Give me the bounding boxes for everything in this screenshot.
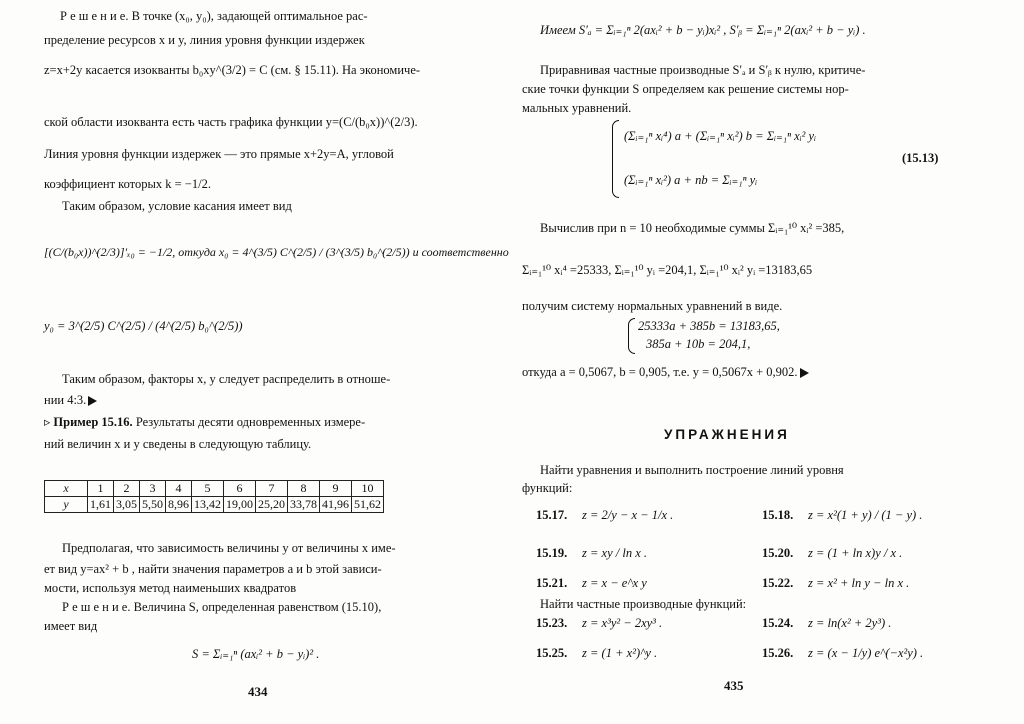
text-line: z=x+2y касается изокванты b₀xy^(3/2) = C (см. § 15.11). На экономиче- <box>44 63 421 77</box>
example-text: Результаты десяти одновременных измере- <box>135 415 366 429</box>
table-cell: 7 <box>256 481 288 497</box>
text-line: функций: <box>522 481 573 495</box>
table-row-x <box>45 481 384 497</box>
conclusion-text: нии 4:3. <box>44 393 87 407</box>
text-line: Найти частные производные функций: <box>540 597 747 611</box>
solution-intro: Р е ш е н и е. В точке (x₀, y₀), задающей оптимальное рас- <box>60 9 368 23</box>
exercise-expression: z = (1 + ln x)y / x . <box>808 546 903 560</box>
text-line: Линия уровня функции издержек — это прямые x+2y=A, угловой <box>44 147 394 161</box>
text-line <box>522 364 809 381</box>
exercise-expression: z = (1 + x²)^y . <box>582 646 658 660</box>
text-line <box>44 392 97 409</box>
text-line: ской области изокванта есть часть графика функции y=(C/(b₀x))^(2/3). <box>44 115 418 129</box>
text-line: коэффициент которых k = −1/2. <box>44 177 211 191</box>
exercise-expression: z = x² + ln y − ln x . <box>808 576 910 590</box>
text-line: пределение ресурсов x и y, линия уровня функции издержек <box>44 33 365 47</box>
equation-number: (15.13) <box>902 151 939 165</box>
text-line: Таким образом, факторы x, y следует распределить в отноше- <box>62 372 391 386</box>
table-cell: 25,20 <box>256 497 288 513</box>
page-number: 435 <box>724 678 744 693</box>
text-line: Таким образом, условие касания имеет вид <box>62 199 292 213</box>
table-cell: 19,00 <box>224 497 256 513</box>
exercise-number: 15.19. <box>536 546 568 560</box>
exercise-number: 15.26. <box>762 646 794 660</box>
exercise-number: 15.24. <box>762 616 794 630</box>
text-line: ские точки функции S определяем как решение системы нор- <box>522 82 849 96</box>
table-cell: 5,50 <box>140 497 166 513</box>
exercise-expression: z = x³y² − 2xy³ . <box>582 616 663 630</box>
tangency-formula: [(C/(b₀x))^(2/3)]′ₓ₀ = −1/2, откуда x₀ = 4^(3/5) C^(2/5) / (3^(3/5) b₀^(2/5)) и соответственно <box>44 245 509 259</box>
exercise-number: 15.25. <box>536 646 568 660</box>
exercise-number: 15.18. <box>762 508 794 522</box>
exercise-number: 15.21. <box>536 576 568 590</box>
table-cell: 3 <box>140 481 166 497</box>
table-cell: 1 <box>88 481 114 497</box>
exercise-expression: z = x − e^x y <box>582 576 647 590</box>
system-brace <box>628 318 635 354</box>
example-label: Пример 15.16. <box>53 415 133 429</box>
table-cell: 8,96 <box>166 497 192 513</box>
exercise-number: 15.22. <box>762 576 794 590</box>
equation-2: 385a + 10b = 204,1, <box>646 337 751 351</box>
text-line: мальных уравнений. <box>522 101 632 115</box>
end-proof-icon <box>88 396 97 406</box>
table-cell: 33,78 <box>288 497 320 513</box>
table-row-y <box>45 497 384 513</box>
table-header-y: y <box>45 497 88 513</box>
system-brace <box>612 120 619 198</box>
system-row-2: (Σᵢ₌₁ⁿ xᵢ²) a + nb = Σᵢ₌₁ⁿ yᵢ <box>624 173 758 187</box>
result-text: откуда a = 0,5067, b = 0,905, т.е. y = 0,5067x + 0,902. <box>522 365 798 379</box>
table-cell: 2 <box>114 481 140 497</box>
text-line: Найти уравнения и выполнить построение линий уровня <box>540 463 844 477</box>
exercise-number: 15.17. <box>536 508 568 522</box>
exercise-expression: z = ln(x² + 2y³) . <box>808 616 892 630</box>
exercise-number: 15.23. <box>536 616 568 630</box>
text-line: ет вид y=ax² + b , найти значения параметров a и b этой зависи- <box>44 562 382 576</box>
end-proof-icon <box>800 368 809 378</box>
exercise-expression: z = xy / ln x . <box>582 546 648 560</box>
table-cell: 9 <box>320 481 352 497</box>
exercise-expression: z = (x − 1/y) e^(−x²y) . <box>808 646 924 660</box>
data-table <box>44 480 384 513</box>
example-header <box>44 414 365 431</box>
table-cell: 6 <box>224 481 256 497</box>
text-line: получим систему нормальных уравнений в виде. <box>522 299 783 313</box>
table-cell: 4 <box>166 481 192 497</box>
system-row-1: (Σᵢ₌₁ⁿ xᵢ⁴) a + (Σᵢ₌₁ⁿ xᵢ²) b = Σᵢ₌₁ⁿ xᵢ² yᵢ <box>624 129 817 143</box>
table-cell: 8 <box>288 481 320 497</box>
text-line: Σᵢ₌₁¹⁰ xᵢ⁴ =25333, Σᵢ₌₁¹⁰ yᵢ =204,1, Σᵢ₌₁¹⁰ xᵢ² yᵢ =13183,65 <box>522 263 813 277</box>
y0-formula: y₀ = 3^(2/5) C^(2/5) / (4^(2/5) b₀^(2/5)) <box>44 319 243 333</box>
equation-1: 25333a + 385b = 13183,65, <box>638 319 780 333</box>
exercise-expression: z = x²(1 + y) / (1 − y) . <box>808 508 923 522</box>
right-page <box>512 0 1024 724</box>
table-cell: 41,96 <box>320 497 352 513</box>
text-line: Р е ш е н и е. Величина S, определенная равенством (15.10), <box>62 600 382 614</box>
table-cell: 10 <box>352 481 384 497</box>
section-heading: УПРАЖНЕНИЯ <box>664 427 790 442</box>
page-number: 434 <box>248 684 268 699</box>
table-cell: 1,61 <box>88 497 114 513</box>
exercise-number: 15.20. <box>762 546 794 560</box>
table-cell: 3,05 <box>114 497 140 513</box>
derivatives-formula: Имеем S′ₐ = Σᵢ₌₁ⁿ 2(axᵢ² + b − yᵢ)xᵢ² , S′ᵦ = Σᵢ₌₁ⁿ 2(axᵢ² + b − yᵢ) . <box>540 23 866 37</box>
example-mark-icon: ▹ <box>44 415 54 429</box>
table-cell: 5 <box>192 481 224 497</box>
text-line: Приравнивая частные производные S′ₐ и S′ᵦ к нулю, критиче- <box>540 63 866 77</box>
table-header-x: x <box>45 481 88 497</box>
text-line: Предполагая, что зависимость величины y от величины x име- <box>62 541 396 555</box>
exercise-expression: z = 2/y − x − 1/x . <box>582 508 674 522</box>
text-line: ний величин x и y сведены в следующую таблицу. <box>44 437 312 451</box>
text-line: Вычислив при n = 10 необходимые суммы Σᵢ₌₁¹⁰ xᵢ² =385, <box>540 221 845 235</box>
s-formula: S = Σᵢ₌₁ⁿ (axᵢ² + b − yᵢ)² . <box>192 647 320 661</box>
table-cell: 51,62 <box>352 497 384 513</box>
text-line: мости, используя метод наименьших квадратов <box>44 581 297 595</box>
text-line: имеет вид <box>44 619 98 633</box>
table-cell: 13,42 <box>192 497 224 513</box>
